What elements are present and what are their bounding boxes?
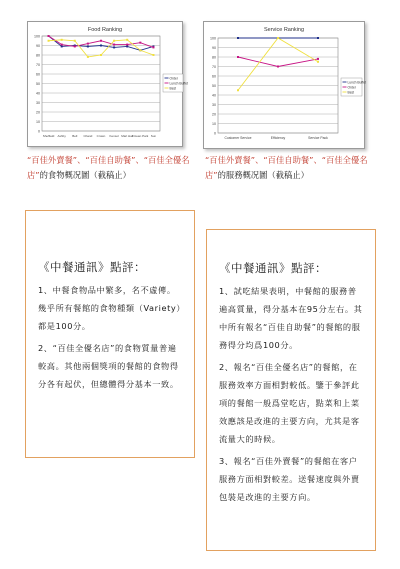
- food-chart-series-2-point: [74, 45, 76, 47]
- service-chart-series-3-point: [237, 89, 239, 91]
- service-review-box: [206, 229, 376, 551]
- service-chart-legend-label: Lunch Buffet: [347, 80, 366, 85]
- food-chart-series-2-point: [126, 44, 128, 46]
- food-chart-y-tick-label: 50: [36, 82, 40, 86]
- food-chart-y-tick-label: 70: [36, 63, 40, 67]
- service-chart-series-2-point: [237, 56, 239, 58]
- food-chart-y-tick-label: 80: [36, 53, 40, 58]
- food-chart-legend-label: Lunch Buffet: [169, 81, 188, 86]
- food-chart-series-3-point: [113, 40, 115, 42]
- service-review-title: 《中餐通訊》點評：: [219, 261, 327, 275]
- food-caption-desc: 的食物概况圖（截稿止）: [39, 170, 131, 180]
- food-chart-series-2-point: [61, 44, 63, 46]
- food-chart-x-tick-label: Crown: [96, 134, 106, 138]
- food-chart-y-tick-label: 40: [36, 91, 40, 96]
- service-chart-legend-label: Order: [347, 85, 356, 90]
- food-chart-series-2-point: [113, 44, 115, 46]
- food-chart-series-1-point: [61, 45, 63, 47]
- food-chart-y-tick-label: 10: [36, 120, 40, 124]
- food-chart-series-3-point: [126, 39, 128, 41]
- service-ranking-chart-svg: [204, 22, 364, 148]
- food-chart-series-3-point: [139, 49, 141, 51]
- food-chart-series-3-point: [48, 40, 50, 42]
- food-chart-caption: [27, 153, 197, 183]
- service-chart-y-tick-label: 0: [214, 131, 216, 136]
- food-chart-x-tick-label: Sheffield: [42, 134, 55, 138]
- service-caption-awards: “百佳外賣餐”、“百佳自助餐”、“百佳全優名店”: [205, 155, 368, 180]
- service-ranking-chart: [203, 21, 365, 149]
- food-chart-series-2-point: [139, 42, 141, 44]
- service-chart-x-tick-label: Service Pack: [308, 136, 328, 140]
- food-chart-series-3-point: [61, 39, 63, 41]
- food-ranking-chart: [27, 21, 188, 147]
- food-review-box: [25, 210, 195, 458]
- service-chart-series-2-point: [277, 66, 279, 68]
- food-chart-series-3-point: [87, 56, 89, 58]
- food-chart-series-1-point: [126, 45, 128, 47]
- service-chart-y-tick-label: 40: [212, 93, 216, 98]
- service-chart-series-1-point: [237, 37, 239, 39]
- service-chart-y-tick-label: 20: [212, 112, 216, 117]
- food-ranking-chart-svg: [28, 22, 188, 146]
- food-chart-series-1-point: [100, 45, 102, 47]
- food-review-title: 《中餐通訊》點評：: [38, 260, 146, 274]
- service-chart-y-tick-label: 10: [212, 122, 216, 126]
- food-chart-legend-label: Order: [169, 76, 178, 81]
- food-chart-y-tick-label: 30: [36, 101, 40, 105]
- food-review-point-2: 2、“百佳全優名店”的食物質量普遍較高。其他兩個獎項的餐館的食物得分各有起伏，但總體得分基本一致。: [38, 343, 179, 389]
- service-chart-y-tick-label: 50: [212, 84, 216, 88]
- food-chart-series-2-point: [100, 40, 102, 42]
- food-chart-series-2-point: [48, 35, 50, 37]
- food-chart-series-3-point: [152, 54, 154, 56]
- food-chart-legend-label: Best: [169, 86, 177, 91]
- food-chart-x-tick-label: Ocean Park: [132, 134, 149, 138]
- service-chart-series-3-point: [277, 37, 279, 39]
- service-chart-series-2-point: [317, 58, 319, 60]
- food-chart-x-tick-label: Mart Hall: [121, 134, 134, 138]
- service-chart-y-tick-label: 70: [212, 65, 216, 69]
- food-chart-y-tick-label: 20: [36, 110, 40, 115]
- food-chart-x-tick-label: Ashby: [57, 134, 66, 138]
- service-caption-desc: 的服務概况圖（截稿止）: [217, 170, 309, 180]
- service-chart-y-tick-label: 30: [212, 103, 216, 107]
- food-chart-x-tick-label: Bell: [72, 134, 78, 138]
- service-chart-y-tick-label: 100: [210, 36, 216, 41]
- food-chart-x-tick-label: Sun: [150, 134, 157, 138]
- food-chart-x-tick-label: Kensol: [109, 134, 119, 138]
- food-chart-series-1-point: [113, 46, 115, 48]
- service-chart-x-tick-label: Efficiency: [270, 136, 286, 140]
- food-chart-y-tick-label: 100: [34, 34, 40, 39]
- food-chart-y-tick-label: 0: [38, 129, 40, 134]
- service-chart-y-tick-label: 90: [212, 46, 216, 50]
- service-chart-title: Service Ranking: [263, 27, 305, 33]
- food-chart-series-2-point: [152, 46, 154, 48]
- food-chart-y-tick-label: 60: [36, 72, 40, 77]
- service-chart-x-tick-label: Customer Service: [224, 136, 252, 140]
- food-chart-title: Food Ranking: [87, 27, 123, 33]
- service-chart-series-3-point: [317, 61, 319, 63]
- service-chart-y-tick-label: 80: [212, 55, 216, 60]
- service-review-point-3: 3、報名“百佳外賣餐”的餐館在客户服務方面相對較差。送餐速度與外賣包裝是改進的主要方向。: [219, 456, 360, 502]
- food-chart-series-2-point: [87, 43, 89, 45]
- food-chart-x-tick-label: Chand: [83, 134, 93, 138]
- food-chart-y-tick-label: 90: [36, 44, 40, 48]
- service-review-point-2: 2、報名“百佳全優名店”的餐館，在服務效率方面相對較低。鑒于參評此項的餐館一般爲堂吃店，點菜和上菜效應該是改進的主要方向，尤其是客流量大的時候。: [219, 362, 360, 444]
- food-caption-awards: “百佳外賣餐”、“百佳自助餐”、“百佳全優名店”: [27, 155, 190, 180]
- service-chart-series-1-point: [317, 37, 319, 39]
- service-chart-caption: [205, 153, 375, 183]
- service-review-point-1: 1、試吃結果表明，中餐館的服務普遍高質量，得分基本在95分左右。其中所有報名“百佳自助餐”的餐館的服務得分均爲100分。: [219, 286, 363, 350]
- food-chart-series-3-point: [74, 40, 76, 42]
- service-chart-legend-label: Best: [347, 90, 355, 95]
- service-chart-y-tick-label: 60: [212, 74, 216, 79]
- food-chart-series-3-point: [100, 54, 102, 56]
- food-review-point-1: 1、中餐食物品中繁多，名不虛傳。幾乎所有餐館的食物種類（Variety）都是100分。: [38, 285, 182, 331]
- food-chart-series-1-point: [87, 45, 89, 47]
